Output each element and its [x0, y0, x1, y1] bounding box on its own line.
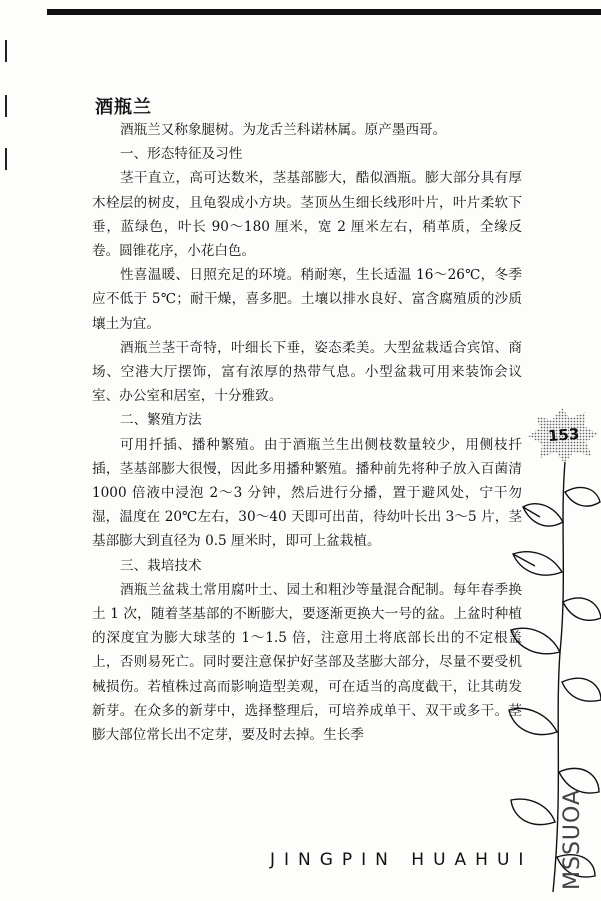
- top-rule: [47, 9, 601, 15]
- section-heading: 二、繁殖方法: [120, 412, 202, 429]
- page-number: 153: [547, 424, 580, 446]
- section-heading: 一、形态特征及习性: [120, 146, 243, 163]
- paragraph: 可用扦插、播种繁殖。由于酒瓶兰生出侧枝数量较少，用侧枝扦插，茎基部膨大很慢，因此多用播种繁殖。播种前先将种子放入百菌清 1000 倍液中浸泡 2～3 分钟，然后进行分播，置于避风处，宁干勿湿，温度在 20℃左右，30～40 天即可出苗，待幼叶长出 3～5 片，茎基部膨大到直径为 0.5 厘米时，即可上盆栽植。: [92, 436, 522, 550]
- intro-paragraph: 酒瓶兰又称象腿树。为龙舌兰科诺林属。原产墨西哥。: [120, 122, 447, 138]
- paragraph: 酒瓶兰盆栽土常用腐叶土、园土和粗沙等量混合配制。每年春季换土 1 次，随着茎基部的不断膨大，要逐渐更换大一号的盆。上盆时种植的深度宜为膨大球茎的 1～1.5 倍，注意用土将底部长出的不定根盖上，否则易死亡。同时要注意保护好茎部及茎膨大部分，尽量不要受机械损伤。若植株过高而影响造型美观，可在适当的高度截干，让其萌发新芽。在众多的新芽中，选择整理后，可培养成单干、双干或多干。茎膨大部位常长出不定芽，要及时去掉。生长季: [92, 581, 522, 744]
- section-heading: 三、栽培技术: [120, 557, 202, 574]
- page-title: 酒瓶兰: [95, 97, 152, 118]
- paragraph: 性喜温暖、日照充足的环境。稍耐寒，生长适温 16～26℃，冬季应不低于 5℃；耐干燥，喜多肥。土壤以排水良好、富含腐殖质的沙质壤土为宜。: [92, 267, 522, 332]
- body-text: [92, 118, 522, 747]
- binding-mark: [5, 95, 7, 117]
- paragraph: 茎干直立，高可达数米，茎基部膨大，酷似酒瓶。膨大部分具有厚木栓层的树皮，且龟裂成小方块。茎顶丛生细长线形叶片，叶片柔软下垂，蓝绿色，叶长 90～180 厘米，宽 2 厘米左右，稍革质，全缘反卷。圆锥花序，小花白色。: [92, 170, 522, 260]
- binding-mark: [5, 40, 7, 62]
- watermark: MSSUOA: [560, 789, 585, 890]
- footer-running-title: JINGPIN HUAHUI: [270, 850, 533, 870]
- binding-mark: [5, 148, 7, 170]
- plant-illustration: [505, 462, 601, 892]
- paragraph: 酒瓶兰茎干奇特，叶细长下垂，姿态柔美。大型盆栽适合宾馆、商场、空港大厅摆饰，富有浓厚的热带气息。小型盆栽可用来装饰会议室、办公室和居室，十分雅致。: [92, 339, 522, 405]
